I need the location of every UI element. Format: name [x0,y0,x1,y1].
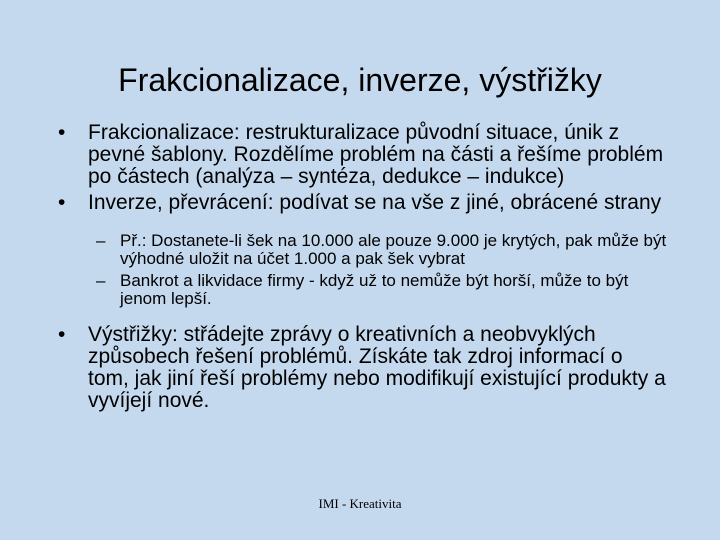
subbullet-bankrot [58,272,668,308]
bullet-text: podívat se na vše z jiné, obrácené strany [273,191,662,214]
sub-mark: – [96,231,106,250]
bullet-term: Inverze, převrácení: [88,191,274,214]
slide-footer: IMI - Kreativita [318,496,402,511]
slide-content [58,122,668,416]
bullet-mark: • [58,121,66,144]
bullet-frakcionalizace [58,122,668,188]
slide-title: Frakcionalizace, inverze, výstřižky [118,62,602,98]
bullet-term: Výstřižky [88,323,172,346]
bullet-text: restrukturalizace původní situace, únik z pevné šablony. Rozdělíme problém na části a řešíme problém po částech (analýza – syntéza, dedukce – indukce) [88,121,664,188]
bullet-text: : střádejte zprávy o kreativních a neobvyklých způsobech řešení problémů. Získáte tak zdroj informací o tom, jak jiní řeší problémy nebo modifikují existující produkty a vyvíjejí nové. [88,323,666,412]
subbullet-example [58,232,668,268]
bullet-inverze [58,192,668,214]
subbullet-text: Př.: Dostanete-li šek na 10.000 ale pouze 9.000 je krytých, pak může být výhodné uložit na účet 1.000 a pak šek vybrat [120,231,667,268]
subbullet-text: Bankrot a likvidace firmy - když už to nemůže být horší, může to být jenom lepší. [120,271,629,308]
bullet-term: Frakcionalizace: [88,121,240,144]
bullet-mark: • [58,191,66,214]
bullet-mark: • [58,323,66,346]
sub-mark: – [96,271,106,290]
bullet-vystrizky [58,324,668,412]
